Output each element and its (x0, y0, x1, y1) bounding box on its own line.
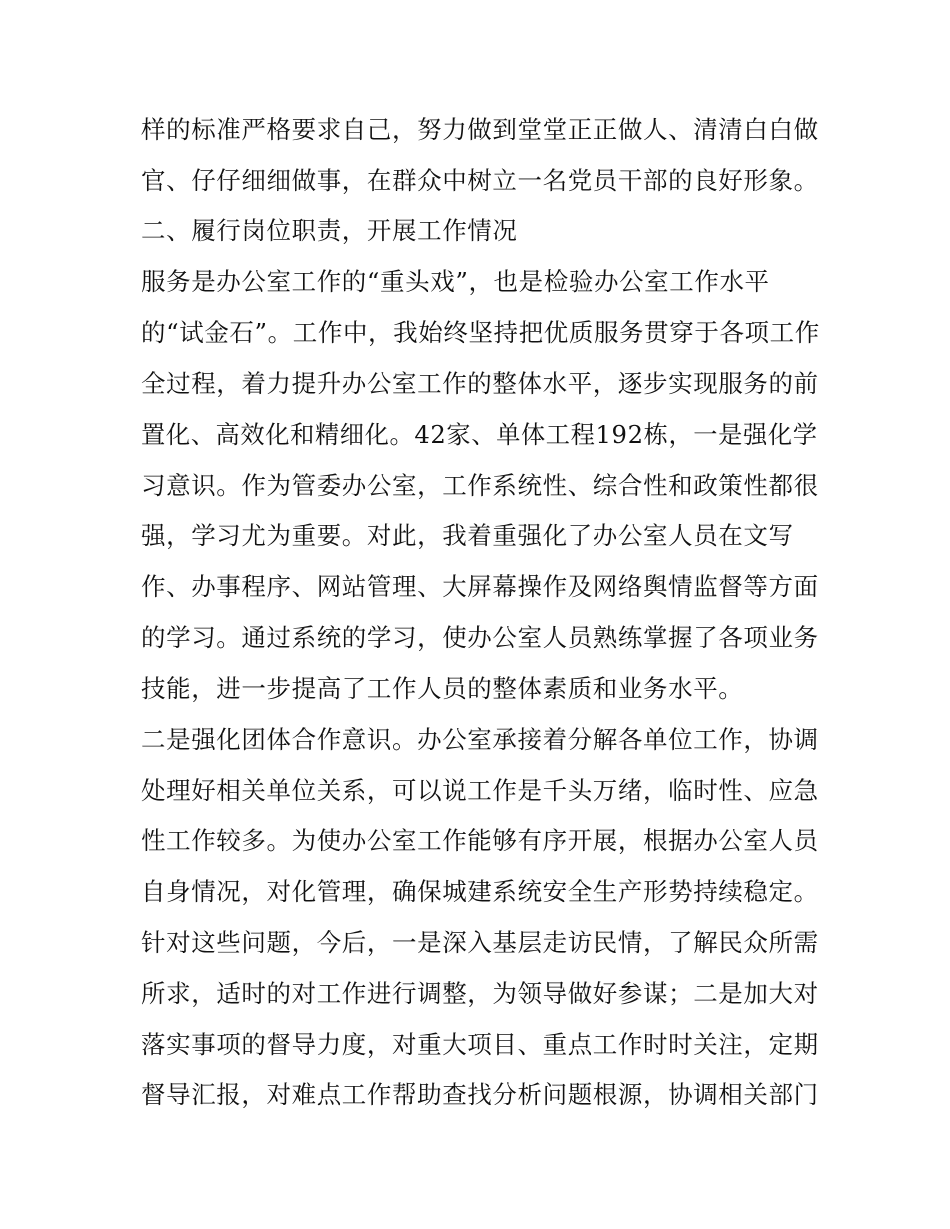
text-line: 落实事项的督导力度，对重大项目、重点工作时时关注，定期 (141, 1030, 819, 1059)
text-line: 技能，进一步提高了工作人员的整体素质和业务水平。 (141, 674, 744, 703)
text-line: 的学习。通过系统的学习，使办公室人员熟练掌握了各项业务 (141, 623, 819, 652)
text-line: 针对这些问题，今后，一是深入基层走访民情，了解民众所需 (141, 928, 819, 957)
section-heading: 二、履行岗位职责，开展工作情况 (141, 216, 518, 245)
text-line: 所求，适时的对工作进行调整，为领导做好参谋；二是加大对 (141, 979, 819, 1008)
text-line: 性工作较多。为使办公室工作能够有序开展，根据办公室人员 (141, 826, 819, 855)
text-line: 处理好相关单位关系，可以说工作是千头万绪，临时性、应急 (141, 776, 819, 805)
text-line: 强，学习尤为重要。对此，我着重强化了办公室人员在文写 (141, 521, 794, 550)
text-line: 督导汇报，对难点工作帮助查找分析问题根源，协调相关部门 (141, 1080, 819, 1109)
text-line: 的“试金石”。工作中，我始终坚持把优质服务贯穿于各项工作 (141, 318, 820, 347)
text-line: 自身情况，对化管理，确保城建系统安全生产形势持续稳定。 (141, 877, 819, 906)
text-line: 置化、高效化和精细化。42家、单体工程192栋，一是强化学 (141, 420, 818, 449)
text-line: 作、办事程序、网站管理、大屏幕操作及网络舆情监督等方面 (141, 572, 819, 601)
text-line: 全过程，着力提升办公室工作的整体水平，逐步实现服务的前 (141, 369, 819, 398)
text-line: 习意识。作为管委办公室，工作系统性、综合性和政策性都很 (141, 471, 819, 500)
text-line: 二是强化团体合作意识。办公室承接着分解各单位工作，协调 (141, 725, 819, 754)
text-line: 官、仔仔细细做事，在群众中树立一名党员干部的良好形象。 (141, 166, 819, 195)
text-line: 样的标准严格要求自己，努力做到堂堂正正做人、清清白白做 (141, 115, 819, 144)
text-line: 服务是办公室工作的“重头戏”，也是检验办公室工作水平 (141, 267, 770, 296)
